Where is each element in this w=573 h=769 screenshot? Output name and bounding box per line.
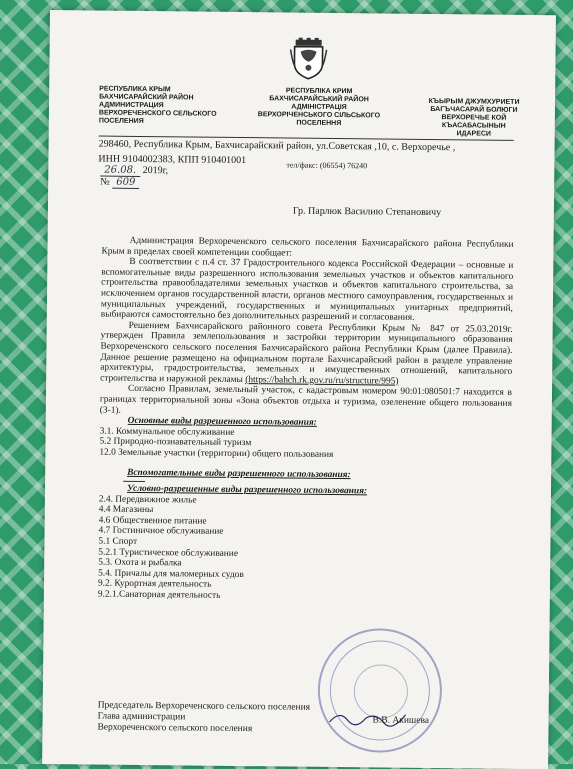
header-left-line: АДМИНИСТРАЦИЯ [98, 101, 164, 110]
auxiliary-empty-line [123, 481, 145, 482]
header-mid-line: АДМІНІСТРАЦІЯ [291, 103, 347, 112]
list-item: 4.6 Общественное питание [98, 515, 207, 527]
crimea-coat-of-arms-icon [289, 38, 327, 80]
header-mid-line: ПОСЕЛЕННЯ [296, 119, 342, 128]
list-item: 5.4. Причалы для маломерных судов [98, 568, 244, 580]
header-left-line: РЕСПУБЛИКА КРЫМ [99, 85, 171, 94]
list-item: 4.4 Магазины [98, 504, 154, 516]
signature-block [97, 701, 497, 738]
header-right-line: ВЕРХОРЕЧЬЕ КОЙ [441, 114, 507, 122]
list-item: 5.1 Спорт [98, 536, 138, 547]
paragraph-legal-basis: В соответствии с п.4 ст. 37 Градостроительного кодекса Российской Федерации – основные и вспомогательные виды разрешенного использования земельных участков и объектов капитального строительства правообладателями земельных участков и объектов капитального строительства, за исключением органов государственной власти, органов местного самоуправления, государственных и муниципальных учреждений, государственных и муниципальных унитарных предприятий, выбираются самостоятельно без дополнительных разрешений и согласования. [100, 257, 514, 323]
address-line: 298460, Республика Крым, Бахчисарайский район, ул.Советская ,10, с. Верхоречье , [98, 138, 456, 154]
signature-line-2: Глава администрации [97, 711, 186, 723]
header-mid-line: БАХЧИСАРАЙСЬКИЙ РАЙОН [269, 95, 369, 104]
header-mid-line: ВЕРХОРІЧЕНСЬКОГО СІЛЬСЬКОГО [257, 111, 381, 120]
main-uses-title: Основные виды разрешенного использования: [127, 415, 317, 428]
header-middle-block [254, 87, 384, 128]
header-right-line: БАГЪЧАСАРАЙ БОЛЮГИ [430, 105, 518, 114]
portal-link[interactable]: (https://bahch.rk.gov.ru/ru/structure/995) [245, 374, 399, 387]
list-item: 9.2.1.Санаторная деятельность [97, 589, 221, 601]
header-right-line: КЪАСАБАСЫНЫН [441, 122, 506, 130]
signature-line-1: Председатель Верхореченского сельского поселения [97, 700, 311, 713]
paragraph-intro: Администрация Верхореченского сельского поселения Бахчисарайского района Республики Крым в пределах своей компетенции сообщает: [101, 235, 514, 259]
document-page [42, 10, 556, 769]
header-right-line: КЪЫРЫМ ДЖУМХУРИЕТИ [428, 97, 520, 106]
auxiliary-uses-title: Вспомогательные виды разрешенного использования: [127, 468, 351, 481]
list-item: 5.2.1 Туристическое обслуживание [98, 547, 239, 559]
conditional-uses-title: Условно-разрешенные виды разрешенного использования: [126, 483, 368, 497]
handwritten-date: 26.08. [100, 165, 140, 177]
header-left-line: ПОСЕЛЕНИЯ [98, 117, 144, 125]
letter-body [98, 236, 514, 605]
handwritten-number: 609 [112, 177, 139, 189]
paragraph-zone: Согласно Правилам, земельный участок, с кадастровым номером 90:01:080501:7 находится в границах территориальной зоны «Зона объектов отдыха и туризма, озеленение общего пользования (З-1). [99, 384, 513, 416]
header-mid-line: РЕСПУБЛІКА КРИМ [285, 87, 353, 96]
signature-line-3: Верхореченского сельского поселения [97, 722, 253, 735]
inn-kpp-line: ИНН 9104002383, КПП 910401001 [98, 153, 247, 167]
list-item: 12.0 Земельные участки (территории) общего пользования [99, 447, 334, 460]
list-item: 9.2. Курортная деятельность [97, 578, 212, 591]
signer-name: В.В. Акишева [372, 715, 430, 727]
header-right-line: ИДАРЕСИ [456, 130, 492, 138]
header-left-line: БАХЧИСАРАЙСКИЙ РАЙОН [99, 93, 194, 102]
conditional-uses-list [98, 494, 511, 604]
paragraph-decision [100, 320, 513, 388]
list-item: 2.4. Передвижное жилье [98, 494, 197, 506]
list-item: 5.2 Природно-познавательный туризм [99, 436, 252, 449]
tel-fax-line: тел/факс: (06554) 76240 [286, 160, 368, 171]
list-item: 5.3. Охота и рыбалка [98, 557, 182, 569]
decision-text: Решением Бахчисарайского районного совета Республики Крым № 847 от 25.03.2019г. утвержден Правила землепользования и застройки территории муниципального образования Верхореченского сельского поселения Бахчисарайского района Республики Крым (далее Правила). Данное решение размещено на официальном портале Бахчисарайский район в разделе управление архитектуры, градостроительства, земельных и имущественных отношений, капитального строительства и наружной рекламы [100, 320, 513, 385]
letter-number [100, 177, 139, 188]
main-uses-list [99, 426, 511, 462]
list-item: 3.1. Коммунальное обслуживание [99, 426, 235, 438]
header-right-block [414, 98, 534, 139]
list-item: 4.7 Гостиничное обслуживание [98, 525, 224, 538]
header-left-line: ВЕРХОРЕЧЕНСКОГО СЕЛЬСКОГО [98, 109, 217, 118]
header-left-block [99, 86, 239, 127]
letter-date [100, 165, 168, 177]
number-sign: № [100, 176, 110, 188]
date-year: 2019г, [142, 164, 169, 177]
addressee: Гр. Парлюк Василию Степановичу [292, 205, 442, 219]
